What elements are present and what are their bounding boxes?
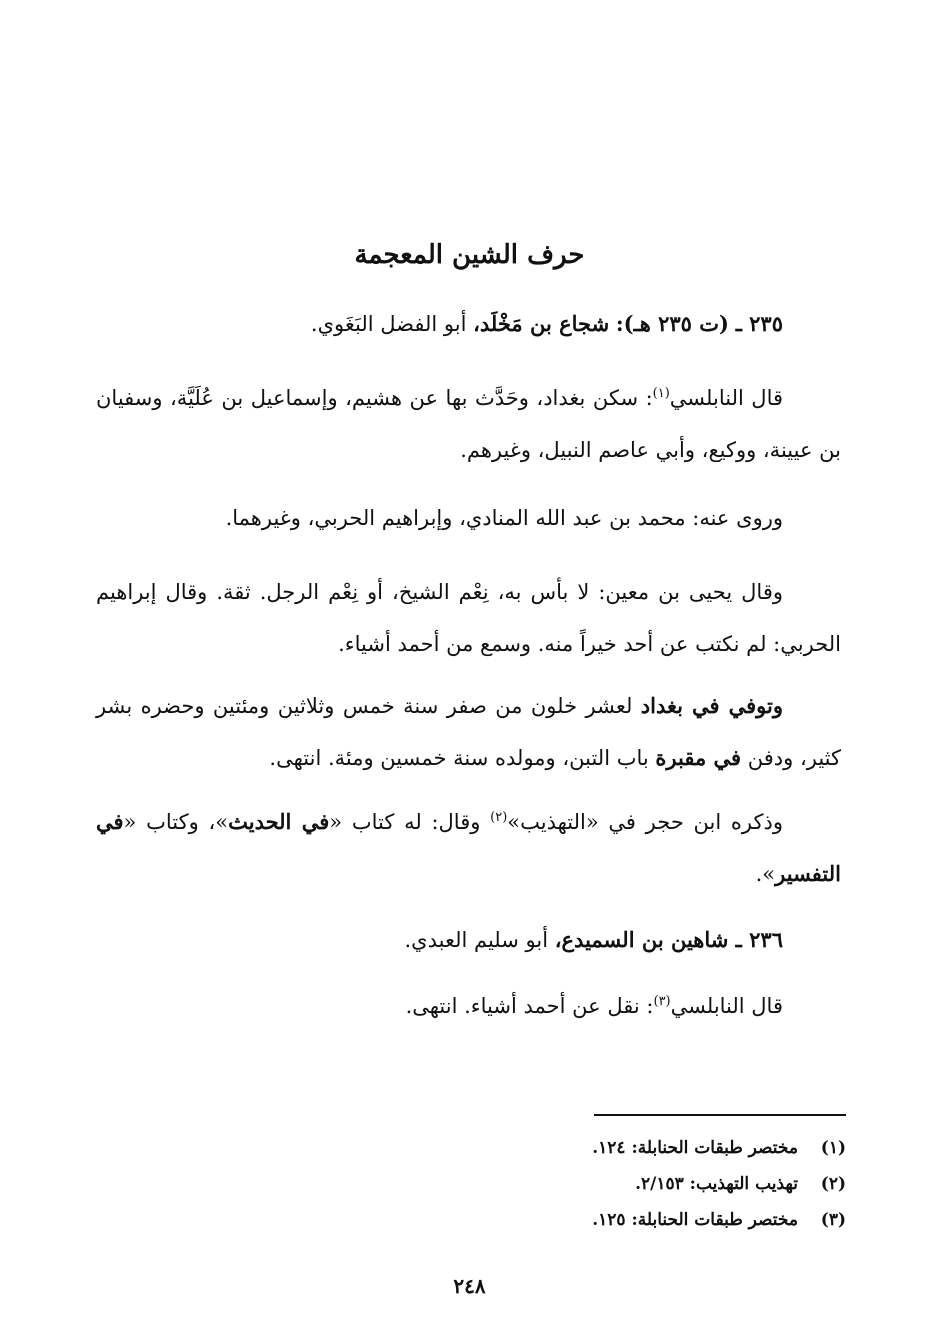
entry-235 — [96, 298, 841, 350]
page-number: ٢٤٨ — [453, 1274, 486, 1298]
ibn-hajar-quote-close: ». — [755, 862, 776, 886]
footnote-text: تهذيب التهذيب: ٢/١٥٣. — [635, 1174, 798, 1194]
burial-phrase: في مقبرة — [655, 745, 742, 770]
book-tafsir: في التفسير — [96, 809, 841, 886]
entry-235-name: شجاع بن مَخْلَد، — [473, 311, 610, 336]
footnote-2 — [246, 1166, 846, 1202]
book-hadith: في الحديث — [228, 809, 330, 834]
ibn-hajar-quote-open: وقال: له كتاب « — [329, 810, 481, 834]
entry-236-kunya: أبو سليم العبدي. — [404, 928, 549, 952]
footnote-number: (١) — [820, 1138, 846, 1158]
death-phrase: وتوفي في بغداد — [640, 693, 783, 718]
ibn-hajar-text: وذكره ابن حجر في «التهذيب» — [507, 810, 783, 834]
footnote-text: مختصر طبقات الحنابلة: ١٢٤. — [592, 1138, 798, 1158]
paragraph-text: : سكن بغداد، وحَدَّث بها عن هشيم، وإسماعيل بن عُلَيَّة، وسفيان بن عيينة، ووكيع، وأبي عاصم النبيل، وغيرهم. — [96, 386, 841, 462]
footnote-divider — [594, 1114, 846, 1116]
footnote-text: مختصر طبقات الحنابلة: ١٢٥. — [592, 1210, 798, 1230]
paragraph-nabulsi-3 — [96, 980, 841, 1032]
paragraph-lead: قال النابلسي — [669, 386, 784, 410]
paragraph-ibn-main: وقال يحيى بن معين: لا بأس به، نِعْم الشيخ، أو نِعْم الرجل. ثقة. وقال إبراهيم الحربي: لم نكتب عن أحد خيراً منه. وسمع من أحمد أشياء. — [96, 580, 841, 656]
burial-text: باب التبن، ومولده سنة خمسين ومئة. انتهى. — [269, 746, 649, 770]
ibn-hajar-quote-mid: »، وكتاب « — [123, 810, 229, 834]
paragraph-lead: قال النابلسي — [670, 994, 783, 1018]
entry-235-date: (ت ٢٣٥ هـ): — [615, 311, 729, 336]
footnote-ref-1[interactable]: (١) — [652, 386, 670, 401]
entry-235-kunya: أبو الفضل البَغَوي. — [310, 312, 467, 336]
footnotes — [246, 1130, 846, 1238]
entry-235-number: ٢٣٥ ـ — [735, 311, 783, 336]
footnote-3 — [246, 1202, 846, 1238]
paragraph-narrators: وروى عنه: محمد بن عبد الله المنادي، وإبراهيم الحربي، وغيرهما. — [225, 506, 783, 530]
paragraph-ibn-hajar — [96, 796, 841, 900]
section-heading: حرف الشين المعجمة — [354, 240, 585, 270]
death-text: لعشر خلون من صفر سنة خمس وثلاثين ومئتين وحضره بشر كثير، ودفن — [96, 694, 841, 770]
footnote-1 — [246, 1130, 846, 1166]
footnote-ref-3[interactable]: (٣) — [653, 994, 671, 1009]
paragraph-nabulsi-1 — [96, 372, 841, 476]
entry-236-title: ٢٣٦ ـ شاهين بن السميدع، — [554, 927, 783, 952]
footnote-ref-2[interactable]: (٢) — [490, 810, 508, 825]
entry-236 — [96, 914, 841, 966]
paragraph-text: : نقل عن أحمد أشياء. انتهى. — [405, 994, 654, 1018]
footnote-number: (٣) — [820, 1210, 846, 1230]
footnote-number: (٢) — [820, 1174, 846, 1194]
paragraph-death — [96, 680, 841, 784]
